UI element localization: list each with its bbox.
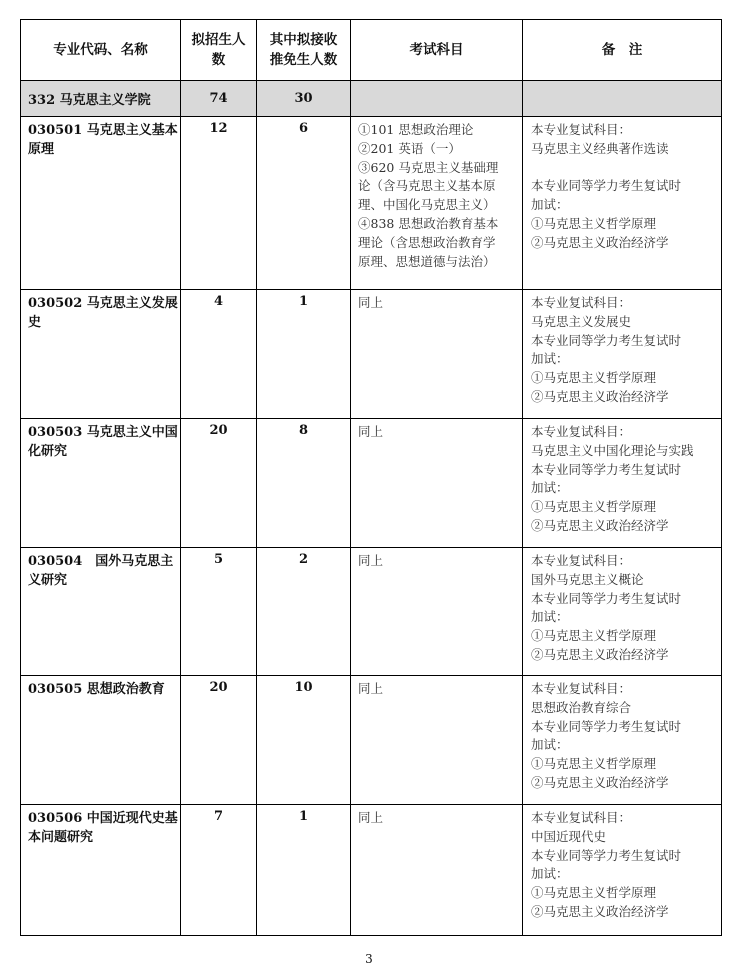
major-name	[21, 117, 181, 290]
planned-count: 20	[181, 676, 257, 805]
remark-line: 本专业同等学力考生复试时	[531, 461, 682, 477]
major-name	[21, 548, 181, 676]
college-subjects-empty	[351, 81, 523, 117]
remark-line: ①马克思主义哲学原理	[531, 885, 657, 901]
major-name-line: 030503 马克思主义中国	[28, 425, 178, 440]
remark-line: ②马克思主义政治经济学	[531, 903, 669, 919]
remark-line: ②马克思主义政治经济学	[531, 774, 669, 790]
planned-count: 5	[181, 548, 257, 676]
major-row	[21, 419, 722, 548]
remark-line: 本专业复试科目：	[531, 424, 632, 439]
header-major: 专业代码、名称	[21, 20, 181, 81]
major-name	[21, 805, 181, 936]
planned-count: 20	[181, 419, 257, 548]
header-notes: 备 注	[523, 20, 722, 81]
major-row	[21, 676, 722, 805]
exam-subject-line: 理、中国化马克思主义）	[358, 197, 496, 213]
header-row	[21, 20, 722, 81]
major-name-line: 化研究	[28, 444, 68, 459]
page-number: 3	[365, 952, 373, 966]
remark-line: 马克思主义发展史	[531, 313, 632, 329]
exam-subject-line: 论（含马克思主义基本原	[358, 178, 496, 194]
remark-line: 加试：	[531, 609, 569, 625]
remark-line: ②马克思主义政治经济学	[531, 517, 669, 533]
remark-line: 本专业同等学力考生复试时	[531, 332, 682, 348]
remark-line: 本专业同等学力考生复试时	[531, 590, 682, 606]
planned-count: 12	[181, 117, 257, 290]
exempt-count: 1	[257, 290, 351, 419]
remark-line: 本专业复试科目：	[531, 122, 632, 137]
exam-subjects	[351, 548, 523, 676]
major-name-line: 030501 马克思主义基本	[28, 123, 178, 138]
major-row	[21, 805, 722, 936]
exam-subject-line: 同上	[358, 553, 384, 568]
remark-line: 本专业复试科目：	[531, 810, 632, 825]
major-row	[21, 290, 722, 419]
college-planned: 74	[181, 81, 257, 117]
remark-line: 马克思主义中国化理论与实践	[531, 442, 694, 458]
major-name-line: 030506 中国近现代史基	[28, 811, 178, 826]
remark-line: 加试：	[531, 737, 569, 753]
remark-line: 思想政治教育综合	[531, 699, 632, 715]
major-name-line: 030505 思想政治教育	[28, 682, 165, 697]
remark-line: ①马克思主义哲学原理	[531, 215, 657, 231]
major-name-line: 030504 国外马克思主	[28, 554, 174, 569]
remark-line: 本专业复试科目：	[531, 295, 632, 310]
college-row	[21, 81, 722, 117]
exam-subject-line: 同上	[358, 810, 384, 825]
remark-line: 加试：	[531, 351, 569, 367]
planned-count: 4	[181, 290, 257, 419]
remarks	[523, 548, 722, 676]
remarks	[523, 805, 722, 936]
remark-line: ②马克思主义政治经济学	[531, 234, 669, 250]
remark-line: 本专业复试科目：	[531, 681, 632, 696]
remark-line: ①马克思主义哲学原理	[531, 370, 657, 386]
exempt-count: 1	[257, 805, 351, 936]
remark-line: 加试：	[531, 197, 569, 213]
remark-line: 本专业同等学力考生复试时	[531, 178, 682, 194]
remark-line: ①马克思主义哲学原理	[531, 628, 657, 644]
planned-count: 7	[181, 805, 257, 936]
exam-subject-line: 同上	[358, 424, 384, 439]
remark-line: 中国近现代史	[531, 828, 607, 844]
remark-line: 本专业同等学力考生复试时	[531, 718, 682, 734]
enrollment-table	[20, 19, 722, 936]
exam-subject-line: ③620 马克思主义基础理	[358, 159, 499, 175]
remarks	[523, 117, 722, 290]
exam-subject-line: 理论（含思想政治教育学	[358, 234, 496, 250]
exam-subject-line: ④838 思想政治教育基本	[358, 215, 499, 231]
remarks	[523, 676, 722, 805]
remarks	[523, 290, 722, 419]
major-row	[21, 117, 722, 290]
major-name	[21, 290, 181, 419]
exam-subjects	[351, 117, 523, 290]
remark-line	[531, 159, 717, 178]
remark-line: ②马克思主义政治经济学	[531, 646, 669, 662]
major-name	[21, 676, 181, 805]
major-row	[21, 548, 722, 676]
header-subjects: 考试科目	[351, 20, 523, 81]
exam-subject-line: 原理、思想道德与法治）	[358, 253, 496, 269]
remark-line: ①马克思主义哲学原理	[531, 499, 657, 515]
major-name	[21, 419, 181, 548]
header-planned: 拟招生人 数	[181, 20, 257, 81]
exam-subjects	[351, 676, 523, 805]
exempt-count: 10	[257, 676, 351, 805]
college-exempt: 30	[257, 81, 351, 117]
remark-line: 国外马克思主义概论	[531, 571, 644, 587]
college-name: 332 马克思主义学院	[21, 81, 181, 117]
remark-line: 马克思主义经典著作选读	[531, 140, 669, 156]
header-exempt: 其中拟接收 推免生人数	[257, 20, 351, 81]
exam-subjects	[351, 419, 523, 548]
exempt-count: 6	[257, 117, 351, 290]
exam-subject-line: ②201 英语（一）	[358, 140, 461, 156]
remark-line: ①马克思主义哲学原理	[531, 756, 657, 772]
college-notes-empty	[523, 81, 722, 117]
major-name-line: 义研究	[28, 573, 68, 588]
remarks	[523, 419, 722, 548]
remark-line: 本专业复试科目：	[531, 553, 632, 568]
exempt-count: 2	[257, 548, 351, 676]
remark-line: ②马克思主义政治经济学	[531, 388, 669, 404]
exempt-count: 8	[257, 419, 351, 548]
exam-subjects	[351, 805, 523, 936]
exam-subject-line: ①101 思想政治理论	[358, 122, 474, 137]
major-name-line: 原理	[28, 142, 55, 157]
exam-subject-line: 同上	[358, 295, 384, 310]
remark-line: 本专业同等学力考生复试时	[531, 847, 682, 863]
exam-subject-line: 同上	[358, 681, 384, 696]
remark-line: 加试：	[531, 480, 569, 496]
major-name-line: 史	[28, 315, 42, 330]
remark-line: 加试：	[531, 866, 569, 882]
major-name-line: 本问题研究	[28, 830, 94, 845]
major-name-line: 030502 马克思主义发展	[28, 296, 178, 311]
exam-subjects	[351, 290, 523, 419]
